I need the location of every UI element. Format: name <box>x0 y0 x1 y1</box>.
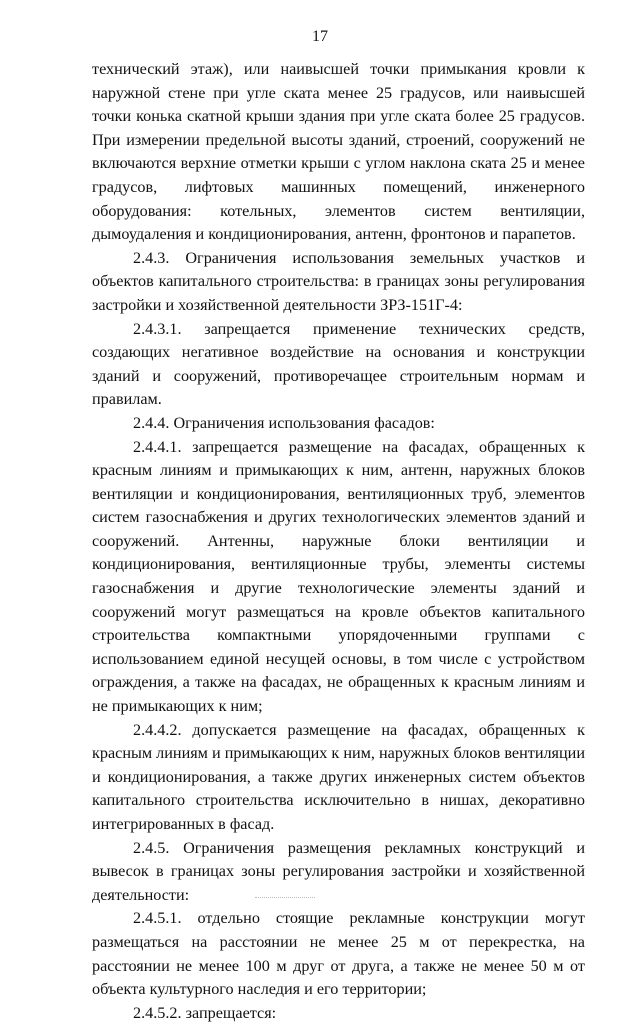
paragraph: 2.4.3. Ограничения использования земельных участков и объектов капитального строительства: в границах зоны регулирования застройки и хозяйственной деятельности ЗРЗ-151Г-4: <box>92 248 585 314</box>
paragraph: 2.4.5. Ограничения размещения рекламных конструкций и вывесок в границах зоны регулирования застройки и хозяйственной деятельности: <box>92 838 585 904</box>
paragraph: 2.4.4.1. запрещается размещение на фасадах, обращенных к красным линиям и примыкающих к ним, антенн, наружных блоков вентиляции и кондиционирования, вентиляционных труб, элементов систем газоснабжения и других технологических элементов зданий и сооружений. Антенны, наружные блоки вентиляции и кондиционирования, вентиляционные трубы, элементы системы газоснабжения и другие технологические элементы зданий и сооружений могут размещаться на кровле объектов капитального строительства компактными упорядоченными группами с использованием единой несущей основы, в том числе с устройством ограждения, а также на фасадах, не обращенных к красным линиям и не примыкающих к ним; <box>92 437 585 716</box>
document-body <box>92 58 585 1025</box>
paragraph: технический этаж), или наивысшей точки примыкания кровли к наружной стене при угле ската менее 25 градусов, или наивысшей точки конька скатной крыши здания при угле ската более 25 градусов. При измерении предельной высоты зданий, строений, сооружений не включаются верхние отметки крыши с углом наклона ската 25 и менее градусов, лифтовых машинных помещений, инженерного оборудования: котельных, элементов систем вентиляции, дымоудаления и кондиционирования, антенн, фронтонов и парапетов. <box>92 60 585 244</box>
paragraph: 2.4.4.2. допускается размещение на фасадах, обращенных к красным линиям и примыкающих к ним, наружных блоков вентиляции и кондиционирования, а также других инженерных систем объектов капитального строительства исключительно в нишах, декоративно интегрированных в фасад. <box>92 720 585 833</box>
paragraph: 2.4.5.2. запрещается: <box>133 1003 277 1022</box>
page-number: 17 <box>312 28 328 45</box>
paragraph: 2.4.4. Ограничения использования фасадов: <box>133 413 435 432</box>
scan-artifact <box>255 897 315 900</box>
paragraph: 2.4.3.1. запрещается применение технических средств, создающих негативное воздействие на основания и конструкции зданий и сооружений, противоречащее строительным нормам и правилам. <box>92 319 585 409</box>
paragraph: 2.4.5.1. отдельно стоящие рекламные конструкции могут размещаться на расстоянии не менее 25 м от перекрестка, на расстоянии не менее 100 м друг от друга, а также не менее 50 м от объекта культурного наследия и его территории; <box>92 909 585 999</box>
